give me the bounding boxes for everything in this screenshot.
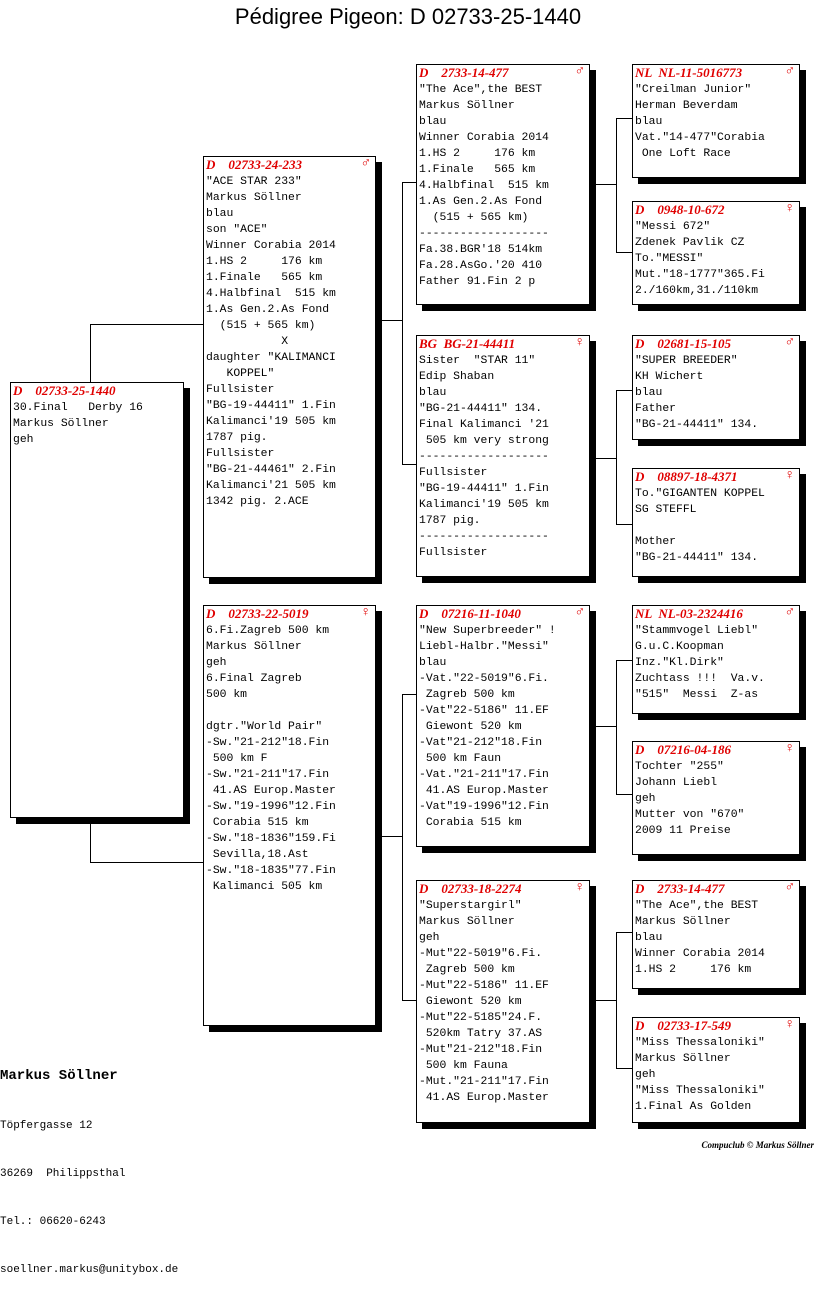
card-line: Liebl-Halbr."Messi": [419, 641, 549, 653]
card-body: [633, 622, 799, 703]
card-line: -------------------: [419, 451, 549, 463]
pigeon-card-ggp-5[interactable]: [632, 605, 800, 714]
pigeon-card-dam-sire[interactable]: [416, 605, 590, 847]
connector: [616, 524, 632, 525]
ring-number: 07216-04-186: [657, 742, 732, 757]
connector: [616, 118, 617, 252]
connector: [616, 932, 632, 933]
female-icon: ♀: [784, 468, 795, 483]
owner-name: Markus Söllner: [0, 1068, 118, 1084]
male-icon: ♂: [784, 335, 795, 350]
card-line: -Mut"21-212"18.Fin: [419, 1044, 543, 1056]
female-icon: ♀: [360, 605, 371, 620]
card-line: 41.AS Europ.Master: [419, 1092, 549, 1104]
card-body: [417, 622, 589, 831]
card-line: blau: [206, 208, 234, 220]
card-body: [204, 173, 375, 510]
card-line: blau: [419, 387, 447, 399]
country-code: D: [635, 336, 645, 351]
connector: [590, 184, 616, 185]
card-line: Sister "STAR 11": [419, 355, 536, 367]
connector: [590, 726, 616, 727]
card-line: Fullsister: [419, 547, 488, 559]
card-line: Fullsister: [419, 467, 488, 479]
card-line: "BG-21-44411" 134.: [635, 419, 759, 431]
header-gap: [428, 881, 441, 896]
card-line: -Sw."18-1835"77.Fin: [206, 865, 336, 877]
card-line: Mut."18-1777"365.Fi: [635, 269, 765, 281]
pigeon-card-ggp-3[interactable]: [632, 335, 800, 440]
card-line: Vat."14-477"Corabia: [635, 132, 765, 144]
card-header: [417, 881, 589, 897]
card-line: 41.AS Europ.Master: [206, 785, 336, 797]
pigeon-card-ggp-8[interactable]: [632, 1017, 800, 1123]
card-line: 1.HS 2 176 km: [635, 964, 752, 976]
connector: [402, 464, 416, 465]
header-gap: [644, 336, 657, 351]
card-line: [635, 518, 799, 534]
card-header: [633, 742, 799, 758]
card-line: 500 km Fauna: [419, 1060, 508, 1072]
country-code: BG: [419, 336, 438, 351]
card-line: -Sw."21-211"17.Fin: [206, 769, 330, 781]
card-line: Edip Shaban: [419, 371, 495, 383]
ring-number: 02733-18-2274: [441, 881, 522, 896]
card-line: (515 + 565 km): [419, 212, 529, 224]
card-body: [633, 758, 799, 839]
card-line: 505 km very strong: [419, 435, 549, 447]
card-line: "ACE STAR 233": [206, 176, 302, 188]
male-icon: ♂: [784, 605, 795, 620]
card-line: geh: [206, 657, 227, 669]
ring-number: 2733-14-477: [657, 881, 725, 896]
card-line: blau: [419, 657, 447, 669]
card-line: Markus Söllner: [206, 641, 302, 653]
card-line: "Miss Thessaloniki": [635, 1085, 765, 1097]
card-line: Tochter "255": [635, 761, 724, 773]
footer-credit: Compuclub © Markus Söllner: [701, 1140, 814, 1150]
card-line: 6.Fi.Zagreb 500 km: [206, 625, 330, 637]
ring-number: 02733-22-5019: [228, 606, 309, 621]
card-line: 1787 pig.: [206, 432, 268, 444]
card-line: Mother: [635, 536, 677, 548]
connector: [376, 836, 402, 837]
card-body: [417, 81, 589, 290]
card-body: [633, 1034, 799, 1115]
connector: [616, 390, 617, 524]
card-line: Markus Söllner: [419, 100, 515, 112]
connector: [616, 794, 632, 795]
card-line: -Vat"21-212"18.Fin: [419, 737, 543, 749]
card-line: Kalimanci'21 505 km: [206, 480, 336, 492]
card-line: Father: [635, 403, 677, 415]
card-line: -Mut"22-5019"6.Fi.: [419, 948, 543, 960]
card-header: [417, 336, 589, 352]
card-line: -Vat."21-211"17.Fin: [419, 769, 549, 781]
ring-number: 02733-25-1440: [35, 383, 116, 398]
card-line: -Sw."19-1996"12.Fin: [206, 801, 336, 813]
card-line: Fa.38.BGR'18 514km: [419, 244, 543, 256]
card-line: 1.As Gen.2.As Fond: [419, 196, 543, 208]
card-line: 1787 pig.: [419, 515, 481, 527]
pigeon-card-ggp-1[interactable]: [632, 64, 800, 178]
pigeon-card-sire-sire[interactable]: [416, 64, 590, 305]
card-line: Mutter von "670": [635, 809, 745, 821]
connector: [616, 660, 632, 661]
ring-number: 2733-14-477: [441, 65, 509, 80]
card-header: [204, 606, 375, 622]
card-line: Giewont 520 km: [419, 996, 522, 1008]
card-header: [633, 202, 799, 218]
female-icon: ♀: [784, 1017, 795, 1032]
country-code: NL: [635, 606, 652, 621]
card-body: [633, 897, 799, 978]
card-line: -Sw."21-212"18.Fin: [206, 737, 330, 749]
card-line: Fullsister: [206, 448, 275, 460]
connector: [616, 932, 617, 1068]
card-line: son "ACE": [206, 224, 268, 236]
card-header: [11, 383, 183, 399]
card-line: -Sw."18-1836"159.Fi: [206, 833, 336, 845]
ring-number: 02681-15-105: [657, 336, 732, 351]
card-line: blau: [635, 387, 663, 399]
female-icon: ♀: [784, 201, 795, 216]
card-line: Winner Corabia 2014: [635, 948, 765, 960]
country-code: D: [206, 606, 216, 621]
card-line: Corabia 515 km: [206, 817, 309, 829]
card-line: "New Superbreeder" !: [419, 625, 556, 637]
card-line: Markus Söllner: [635, 916, 731, 928]
card-line: geh: [635, 1069, 656, 1081]
pigeon-card-dam-dam[interactable]: [416, 880, 590, 1123]
header-gap: [215, 157, 228, 172]
card-line: SG STEFFL: [635, 504, 697, 516]
header-gap: [215, 606, 228, 621]
card-header: [633, 881, 799, 897]
card-line: blau: [635, 932, 663, 944]
card-line: -Vat"19-1996"12.Fin: [419, 801, 549, 813]
pigeon-card-sire[interactable]: [203, 156, 376, 578]
card-line: 1342 pig. 2.ACE: [206, 496, 309, 508]
card-line: 6.Final Zagreb: [206, 673, 302, 685]
connector: [616, 660, 617, 794]
card-line: "The Ace",the BEST: [635, 900, 759, 912]
card-line: 1.Final As Golden: [635, 1101, 752, 1113]
card-line: (515 + 565 km): [206, 320, 316, 332]
card-body: [417, 352, 589, 561]
card-line: blau: [635, 116, 663, 128]
card-body: [633, 218, 799, 299]
card-line: Herman Beverdam: [635, 100, 738, 112]
card-line: Fullsister: [206, 384, 275, 396]
card-body: [11, 399, 183, 448]
card-line: Kalimanci 505 km: [206, 881, 323, 893]
female-icon: ♀: [784, 741, 795, 756]
card-line: -Mut"22-5185"24.F.: [419, 1012, 543, 1024]
card-line: "Miss Thessaloniki": [635, 1037, 765, 1049]
card-line: Zagreb 500 km: [419, 964, 515, 976]
card-header: [633, 606, 799, 622]
card-line: [206, 703, 375, 719]
card-header: [204, 157, 375, 173]
card-line: -Vat."22-5019"6.Fi.: [419, 673, 549, 685]
card-line: Sevilla,18.Ast: [206, 849, 309, 861]
connector: [590, 458, 616, 459]
female-icon: ♀: [574, 335, 585, 350]
header-gap: [428, 606, 441, 621]
connector: [616, 1068, 632, 1069]
card-line: Winner Corabia 2014: [419, 132, 549, 144]
card-line: To."MESSI": [635, 253, 704, 265]
ring-number: 08897-18-4371: [657, 469, 738, 484]
card-header: [633, 336, 799, 352]
card-line: 4.Halbfinal 515 km: [419, 180, 549, 192]
card-line: Zagreb 500 km: [419, 689, 515, 701]
country-code: D: [635, 1018, 645, 1033]
card-line: Markus Söllner: [13, 418, 109, 430]
card-header: [417, 65, 589, 81]
card-body: [633, 485, 799, 566]
header-gap: [644, 742, 657, 757]
card-line: -Mut"22-5186" 11.EF: [419, 980, 549, 992]
card-line: 1.HS 2 176 km: [206, 256, 323, 268]
card-line: blau: [419, 116, 447, 128]
connector: [90, 324, 91, 384]
card-line: "The Ace",the BEST: [419, 84, 543, 96]
card-line: "Superstargirl": [419, 900, 522, 912]
card-line: Markus Söllner: [419, 916, 515, 928]
header-gap: [22, 383, 35, 398]
card-line: geh: [13, 434, 34, 446]
card-line: 1.HS 2 176 km: [419, 148, 536, 160]
card-line: 4.Halbfinal 515 km: [206, 288, 336, 300]
card-line: 500 km: [206, 689, 248, 701]
ring-number: 02733-17-549: [657, 1018, 732, 1033]
card-line: X: [206, 336, 289, 348]
card-line: Inz."Kl.Dirk": [635, 657, 724, 669]
pigeon-card-ggp-7[interactable]: [632, 880, 800, 989]
card-line: 500 km Faun: [419, 753, 502, 765]
card-line: -Mut."21-211"17.Fin: [419, 1076, 549, 1088]
title-country: D: [409, 4, 426, 29]
male-icon: ♂: [574, 64, 585, 79]
country-code: D: [419, 65, 429, 80]
card-line: Giewont 520 km: [419, 721, 522, 733]
card-line: Father 91.Fin 2 p: [419, 276, 536, 288]
connector: [616, 118, 632, 119]
card-line: 1.Finale 565 km: [206, 272, 323, 284]
connector: [402, 182, 416, 183]
male-icon: ♂: [574, 605, 585, 620]
connector: [402, 1000, 416, 1001]
card-line: "BG-21-44411" 134.: [419, 403, 543, 415]
card-line: KH Wichert: [635, 371, 704, 383]
ring-number: 02733-24-233: [228, 157, 303, 172]
card-line: 41.AS Europ.Master: [419, 785, 549, 797]
pigeon-card-ggp-6[interactable]: [632, 741, 800, 855]
owner-city: 36269 Philippsthal: [0, 1168, 126, 1180]
title-ring: 02733-25-1440: [431, 4, 582, 29]
connector: [402, 694, 403, 1000]
connector: [402, 694, 416, 695]
pigeon-card-subject[interactable]: [10, 382, 184, 818]
card-body: [417, 897, 589, 1106]
ring-number: 07216-11-1040: [441, 606, 521, 621]
ring-number: BG-21-44411: [443, 336, 516, 351]
pigeon-card-ggp-4[interactable]: [632, 468, 800, 577]
card-line: -------------------: [419, 228, 549, 240]
ring-number: 0948-10-672: [657, 202, 725, 217]
card-line: One Loft Race: [635, 148, 731, 160]
connector: [616, 390, 632, 391]
card-line: geh: [419, 932, 440, 944]
pigeon-card-sire-dam[interactable]: [416, 335, 590, 577]
country-code: D: [419, 606, 429, 621]
card-header: [633, 469, 799, 485]
country-code: D: [13, 383, 23, 398]
card-line: daughter "KALIMANCI: [206, 352, 336, 364]
header-gap: [644, 881, 657, 896]
card-line: "BG-21-44461" 2.Fin: [206, 464, 336, 476]
page-title: [0, 4, 816, 30]
country-code: D: [419, 881, 429, 896]
card-line: Kalimanci'19 505 km: [419, 499, 549, 511]
header-gap: [644, 1018, 657, 1033]
card-line: Zuchtass !!! Va.v.: [635, 673, 765, 685]
card-line: -Vat"22-5186" 11.EF: [419, 705, 549, 717]
card-line: Markus Söllner: [206, 192, 302, 204]
country-code: D: [635, 202, 645, 217]
country-code: D: [635, 742, 645, 757]
ring-number: NL-11-5016773: [658, 65, 743, 80]
pigeon-card-ggp-2[interactable]: [632, 201, 800, 305]
card-line: 2009 11 Preise: [635, 825, 731, 837]
male-icon: ♂: [784, 64, 795, 79]
card-line: Kalimanci'19 505 km: [206, 416, 336, 428]
country-code: D: [635, 881, 645, 896]
card-line: "BG-19-44411" 1.Fin: [206, 400, 336, 412]
card-line: G.u.C.Koopman: [635, 641, 724, 653]
card-body: [633, 352, 799, 433]
country-code: D: [635, 469, 645, 484]
card-line: "BG-19-44411" 1.Fin: [419, 483, 549, 495]
card-line: "515" Messi Z-as: [635, 689, 759, 701]
country-code: D: [206, 157, 216, 172]
owner-phone: Tel.: 06620-6243: [0, 1216, 106, 1228]
card-line: dgtr."World Pair": [206, 721, 323, 733]
header-gap: [644, 202, 657, 217]
card-line: "BG-21-44411" 134.: [635, 552, 759, 564]
card-line: Zdenek Pavlik CZ: [635, 237, 745, 249]
owner-block: [0, 1034, 178, 1294]
card-body: [633, 81, 799, 162]
card-header: [417, 606, 589, 622]
card-line: geh: [635, 793, 656, 805]
card-line: Fa.28.AsGo.'20 410: [419, 260, 543, 272]
owner-email[interactable]: soellner.markus@unitybox.de: [0, 1264, 179, 1276]
card-line: "Stammvogel Liebl": [635, 625, 759, 637]
card-line: "SUPER BREEDER": [635, 355, 738, 367]
connector: [90, 862, 204, 863]
pigeon-card-dam[interactable]: [203, 605, 376, 1026]
connector: [376, 320, 402, 321]
card-line: Johann Liebl: [635, 777, 718, 789]
card-line: To."GIGANTEN KOPPEL: [635, 488, 765, 500]
card-line: Markus Söllner: [635, 1053, 731, 1065]
connector: [590, 1000, 616, 1001]
card-header: [633, 1018, 799, 1034]
card-line: 1.Finale 565 km: [419, 164, 536, 176]
connector: [90, 324, 204, 325]
card-line: "Creilman Junior": [635, 84, 752, 96]
card-line: "Messi 672": [635, 221, 711, 233]
card-line: 2./160km,31./110km: [635, 285, 759, 297]
card-line: Final Kalimanci '21: [419, 419, 549, 431]
male-icon: ♂: [360, 156, 371, 171]
card-header: [633, 65, 799, 81]
card-line: -------------------: [419, 531, 549, 543]
female-icon: ♀: [574, 880, 585, 895]
header-gap: [428, 65, 441, 80]
card-line: Winner Corabia 2014: [206, 240, 336, 252]
card-line: 30.Final Derby 16: [13, 402, 143, 414]
header-gap: [644, 469, 657, 484]
owner-street: Töpfergasse 12: [0, 1120, 93, 1132]
card-body: [204, 622, 375, 895]
connector: [402, 182, 403, 464]
title-prefix: Pédigree Pigeon:: [234, 4, 404, 29]
male-icon: ♂: [784, 880, 795, 895]
ring-number: NL-03-2324416: [658, 606, 743, 621]
card-line: Corabia 515 km: [419, 817, 522, 829]
card-line: KOPPEL": [206, 368, 275, 380]
country-code: NL: [635, 65, 652, 80]
card-line: 500 km F: [206, 753, 268, 765]
card-line: 520km Tatry 37.AS: [419, 1028, 543, 1040]
connector: [616, 252, 632, 253]
card-line: 1.As Gen.2.As Fond: [206, 304, 330, 316]
